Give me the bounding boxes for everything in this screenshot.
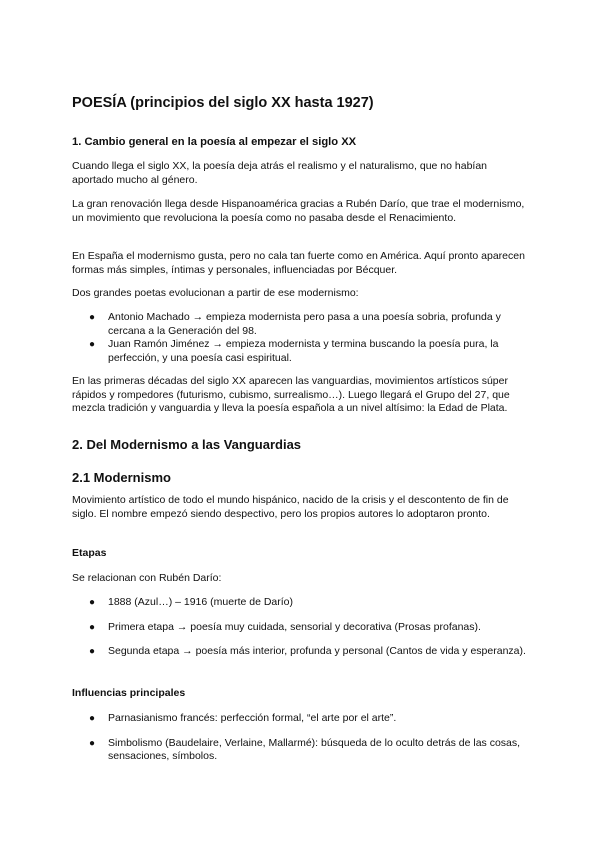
poets-list: [72, 311, 528, 365]
list-item: [72, 596, 528, 610]
influencias-list: [72, 712, 528, 764]
paragraph: La gran renovación llega desde Hispanoamérica gracias a Rubén Darío, que trae el modernismo, un movimiento que revoluciona la poesía como no pasaba desde el Renacimiento.: [72, 198, 525, 224]
bullet-icon: ●: [89, 621, 96, 633]
list-item: [72, 712, 528, 726]
list-item-text: Segunda etapa → poesía más interior, profunda y personal (Cantos de vida y esperanza).: [108, 645, 526, 657]
bullet-icon: ●: [89, 597, 96, 608]
bullet-icon: ●: [89, 737, 96, 749]
list-item-text: 1888 (Azul…) – 1916 (muerte de Darío): [108, 596, 294, 608]
list-item-text: Simbolismo (Baudelaire, Verlaine, Mallarmé): búsqueda de lo oculto detrás de las cosas, sensaciones, símbolos.: [108, 736, 521, 762]
list-item: [72, 311, 528, 338]
bullet-icon: ●: [89, 312, 96, 323]
paragraph: Cuando llega el siglo XX, la poesía deja atrás el realismo y el naturalismo, que no habían aportado mucho al género.: [72, 160, 488, 186]
document-title: POESÍA (principios del siglo XX hasta 1927): [72, 95, 374, 111]
bullet-icon: ●: [89, 339, 96, 350]
list-item: [72, 645, 528, 659]
paragraph: Dos grandes poetas evolucionan a partir de ese modernismo:: [72, 287, 359, 299]
bullet-icon: ●: [89, 713, 96, 724]
list-item-text: Juan Ramón Jiménez → empieza modernista y termina buscando la poesía pura, la perfección, y una poesía casi espiritual.: [108, 338, 499, 364]
subsection-heading: 2.1 Modernismo: [72, 470, 171, 485]
section-2-heading: 2. Del Modernismo a las Vanguardias: [72, 437, 302, 452]
influencias-heading: Influencias principales: [72, 687, 186, 699]
etapas-heading: Etapas: [72, 547, 107, 559]
etapas-list: [72, 596, 528, 659]
paragraph: Se relacionan con Rubén Darío:: [72, 572, 222, 584]
list-item: [72, 338, 528, 365]
list-item: [72, 621, 528, 635]
paragraph: En las primeras décadas del siglo XX aparecen las vanguardias, movimientos artísticos súper rápidos y rompedores (futurismo, cubismo, surrealismo…). Luego llegará el Grupo del 27, que mezcla tradición y vanguardia y lleva la poesía española a un nivel altísimo: la Edad de Plata.: [72, 375, 510, 414]
section-1-heading: 1. Cambio general en la poesía al empezar el siglo XX: [72, 136, 357, 148]
list-item-text: Parnasianismo francés: perfección formal, “el arte por el arte”.: [108, 712, 397, 724]
list-item-text: Primera etapa → poesía muy cuidada, sensorial y decorativa (Prosas profanas).: [108, 620, 481, 633]
bullet-icon: ●: [89, 646, 96, 657]
list-item: [72, 737, 528, 764]
paragraph: En España el modernismo gusta, pero no cala tan fuerte como en América. Aquí pronto aparecen formas más simples, íntimas y personales, influenciadas por Bécquer.: [72, 250, 525, 276]
paragraph: Movimiento artístico de todo el mundo hispánico, nacido de la crisis y el descontento de fin de siglo. El nombre empezó siendo despectivo, pero los propios autores lo adoptaron pronto.: [72, 494, 509, 520]
list-item-text: Antonio Machado → empieza modernista pero pasa a una poesía sobria, profunda y cercana a la Generación del 98.: [108, 311, 501, 337]
